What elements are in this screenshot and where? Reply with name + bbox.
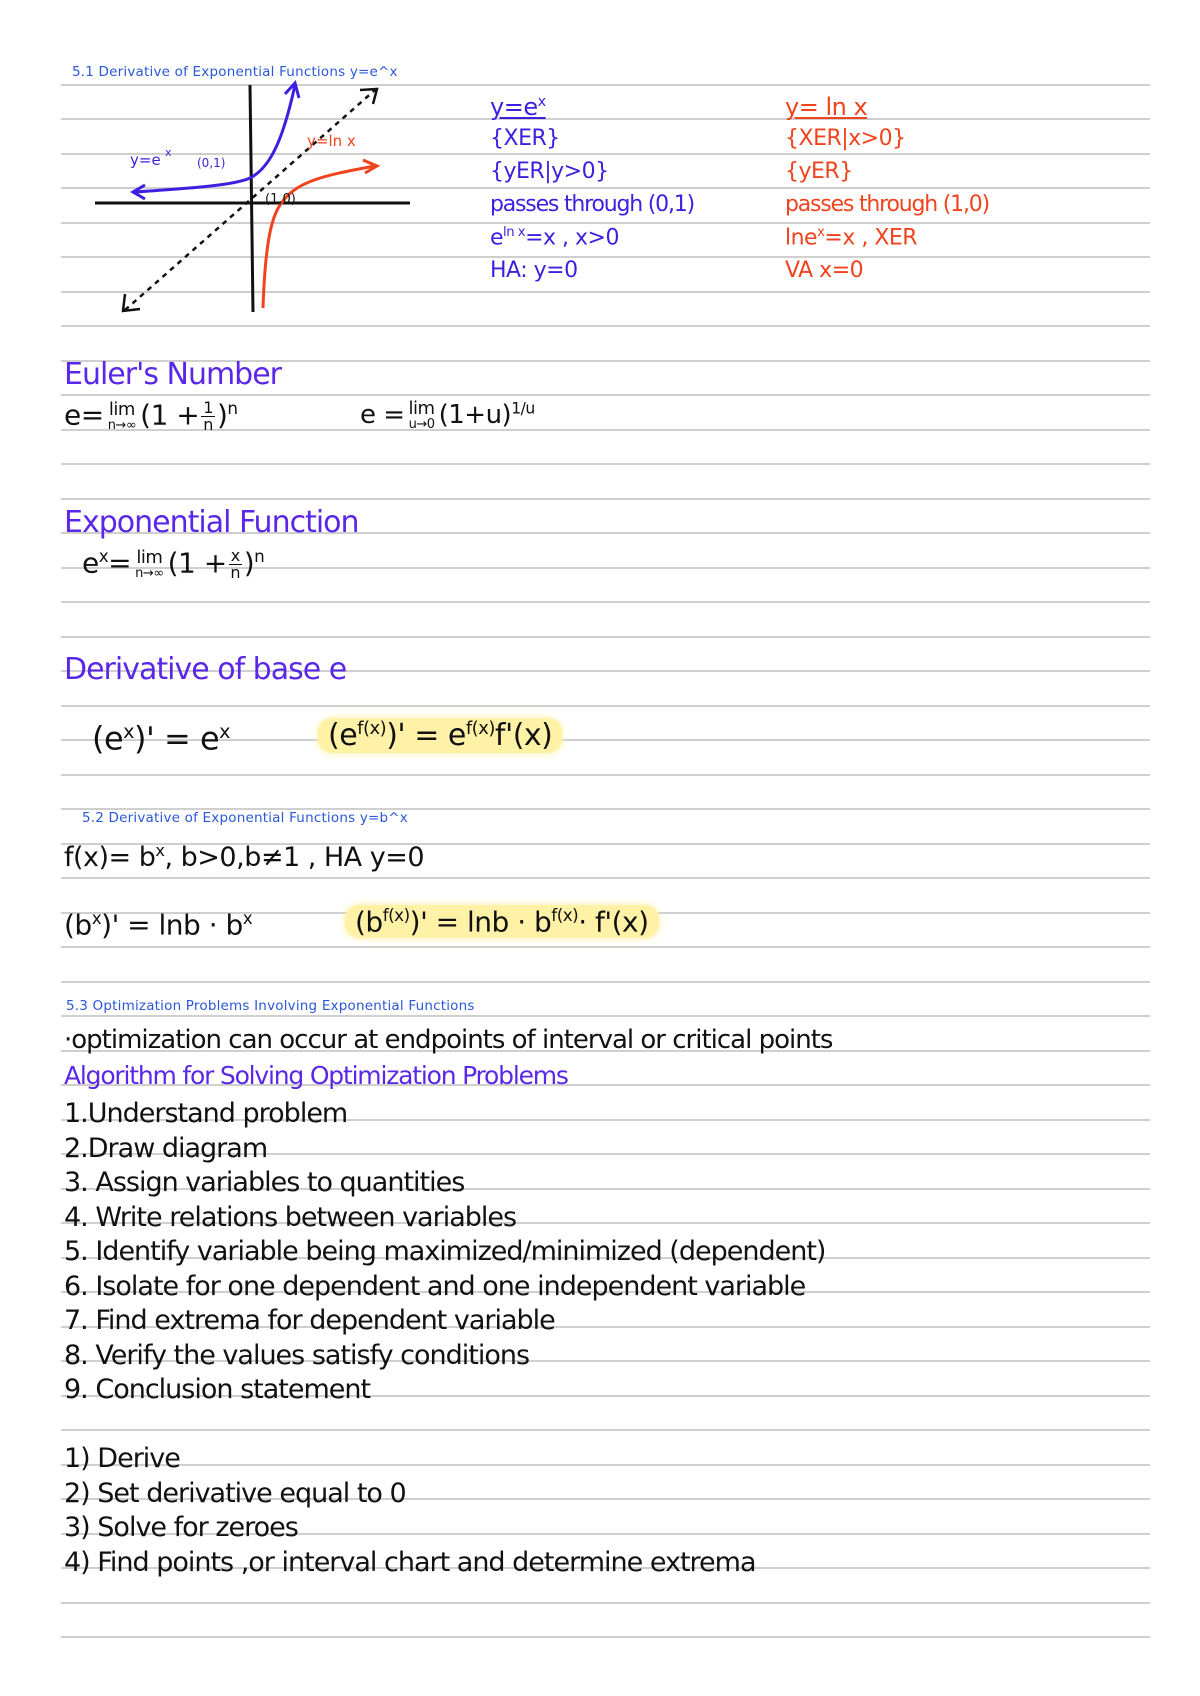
algorithm-steps xyxy=(64,1098,825,1409)
list-item: 8. Verify the values satisfy conditions xyxy=(64,1339,530,1371)
list-item: 6. Isolate for one dependent and one independent variable xyxy=(64,1270,806,1302)
section-title-5-2: 5.2 Derivative of Exponential Functions y=b^x xyxy=(82,810,408,826)
deriv-e-formula-2: $(e^{f(x)})' = e^{f(x)}f'(x)$ xyxy=(318,718,562,753)
euler-heading: Euler's Number xyxy=(64,357,282,392)
deriv-e-heading: Derivative of base e xyxy=(64,652,347,687)
exp-passes: passes through (0,1) xyxy=(490,192,694,217)
base-b-formula-2: $(b^{f(x)})' = \ln b \cdot b^{f(x)}\cdot f'(x)$ xyxy=(345,905,659,938)
list-item: 2) Set derivative equal to 0 xyxy=(64,1477,406,1509)
optimization-note: ·optimization can occur at endpoints of interval or critical points xyxy=(64,1025,833,1055)
list-item: 4) Find points ,or interval chart and determine extrema xyxy=(64,1546,756,1578)
graph-point-10: (1,0) xyxy=(265,192,296,207)
y-axis xyxy=(250,85,253,312)
graph-label-ln: y=ln x xyxy=(307,132,356,150)
euler-formula-2: e = lim u→0 $(1+u)^{1/u}$ xyxy=(360,398,535,432)
ln-range: {yER} xyxy=(785,159,853,184)
exp-log-graph xyxy=(85,80,420,320)
euler-formula-1: e= lim n→∞ (1 + $\frac{1}{n}$ )$^n$ xyxy=(64,398,238,434)
list-item: 1.Understand problem xyxy=(64,1098,348,1129)
list-item: 3. Assign variables to quantities xyxy=(64,1167,465,1198)
list-item: 9. Conclusion statement xyxy=(64,1374,371,1405)
graph-label-exp-sup: x xyxy=(165,146,172,159)
expfunc-heading: Exponential Function xyxy=(64,505,359,540)
deriv-e-formula-1: $(e^x)' = e^x$ xyxy=(92,719,231,758)
ln-asymptote: VA x=0 xyxy=(785,258,864,283)
expfunc-formula: $e^x=$ lim n→∞ (1 + $\frac{x}{n}$ )$^n$ xyxy=(82,546,265,582)
graph-label-exp: y=e xyxy=(130,151,161,169)
list-item: 3) Solve for zeroes xyxy=(64,1512,298,1543)
list-item: 7. Find extrema for dependent variable xyxy=(64,1305,555,1336)
list-item: 4. Write relations between variables xyxy=(64,1201,517,1233)
exp-title: $y=e^x$ xyxy=(490,93,546,121)
graph-point-01: (0,1) xyxy=(197,156,226,170)
derivation-substeps xyxy=(64,1443,756,1581)
ln-passes: passes through (1,0) xyxy=(785,192,989,217)
list-item: 1) Derive xyxy=(64,1443,180,1474)
base-b-formula-1: $(b^x)' = \ln b \cdot b^x$ xyxy=(64,908,253,942)
list-item: 5. Identify variable being maximized/minimized (dependent) xyxy=(64,1236,826,1267)
exp-properties xyxy=(490,93,694,291)
section-title-5-3: 5.3 Optimization Problems Involving Exponential Functions xyxy=(66,998,475,1014)
exp-domain: {XER} xyxy=(490,126,560,151)
ln-properties xyxy=(785,93,989,291)
ln-curve xyxy=(263,166,375,308)
exp-curve xyxy=(135,85,295,192)
exp-range: {yER|y>0} xyxy=(490,159,609,184)
list-item: 2.Draw diagram xyxy=(64,1132,268,1164)
section-title-5-1: 5.1 Derivative of Exponential Functions y=e^x xyxy=(72,64,398,80)
ln-identity: lne$^x$=x , XER xyxy=(785,225,918,251)
ln-domain: {XER|x>0} xyxy=(785,126,906,151)
exp-identity: $e^{ln x}=x$ , x>0 xyxy=(490,225,619,251)
algorithm-heading: Algorithm for Solving Optimization Problems xyxy=(64,1061,568,1090)
base-b-definition: $f(x)= b^x$, b>0,b≠1 , HA y=0 xyxy=(64,841,425,873)
ln-title: y= ln x xyxy=(785,93,868,121)
exp-asymptote: HA: y=0 xyxy=(490,258,578,283)
